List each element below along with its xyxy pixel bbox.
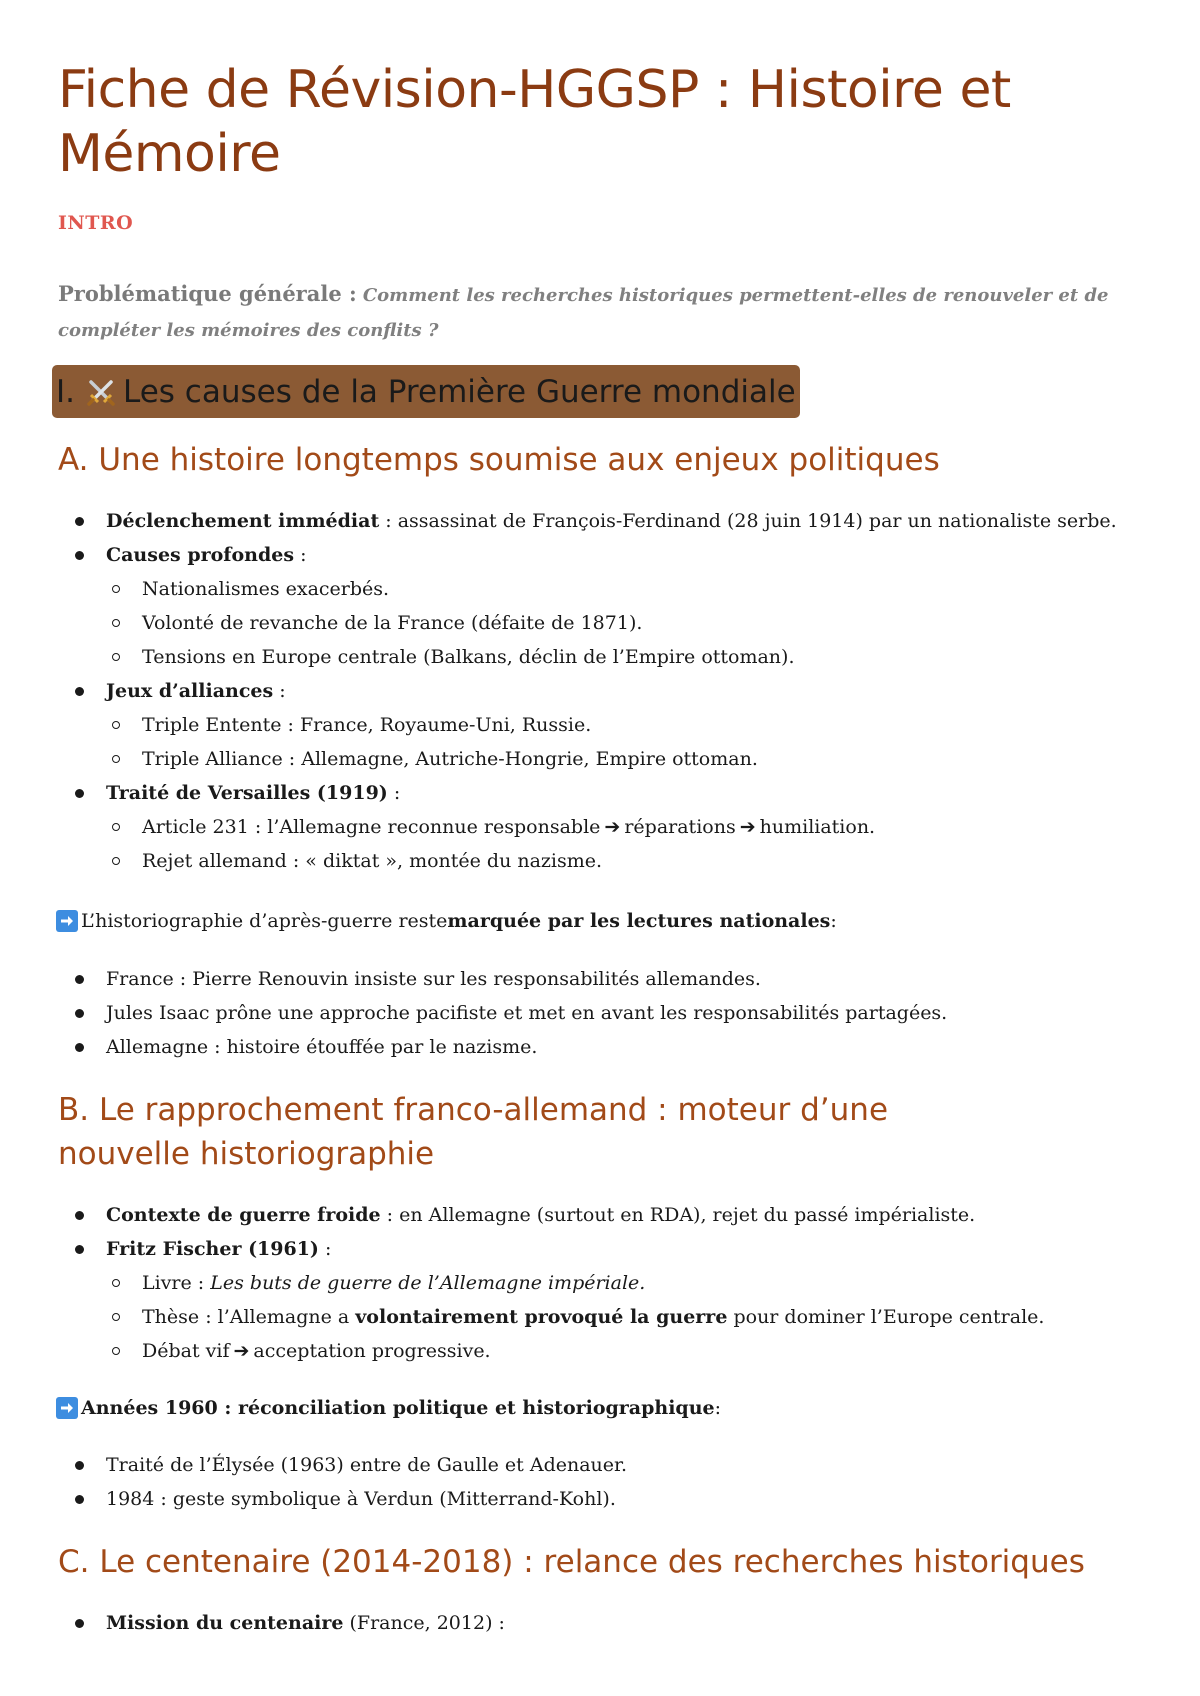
right-arrow-icon (56, 1397, 78, 1419)
problematique (58, 276, 1138, 348)
list-item: Jeux d’alliances : Triple Entente : France, Royaume-Uni, Russie. Triple Alliance : Allemagne, Autriche-Hongrie, Empire ottoman. (58, 674, 1168, 776)
problematique-label: Problématique générale : (58, 281, 357, 306)
list-item: Allemagne : histoire étouffée par le nazisme. (58, 1030, 1168, 1064)
part1-heading-number: I. (56, 373, 75, 410)
list-item: 1984 : geste symbolique à Verdun (Mitterrand-Kohl). (58, 1482, 1168, 1516)
sub-list-item: Volonté de revanche de la France (défaite de 1871). (106, 606, 1168, 640)
arrow-icon: ➔ (233, 1340, 250, 1362)
sub-list-item: Rejet allemand : « diktat », montée du nazisme. (106, 844, 1168, 878)
list-item: Déclenchement immédiat : assassinat de François-Ferdinand (28 juin 1914) par un nationaliste serbe. (58, 504, 1168, 538)
list-item: Fritz Fischer (1961) : Livre : Les buts de guerre de l’Allemagne impériale. Thèse : l’Allemagne a volontairement provoqué la guerre pour dominer l’Europe centrale. Débat vif ➔ acceptation progressive. (58, 1232, 1168, 1368)
section-a-historians-list (58, 962, 1168, 1064)
sub-list-item: Nationalismes exacerbés. (106, 572, 1168, 606)
crossed-swords-icon (85, 376, 117, 408)
section-c-title: C. Le centenaire (2014-2018) : relance des recherches historiques (58, 1544, 1085, 1580)
sub-list-item: Article 231 : l’Allemagne reconnue responsable ➔ réparations ➔ humiliation. (106, 810, 1168, 844)
list-item: Traité de l’Élysée (1963) entre de Gaulle et Adenauer. (58, 1448, 1168, 1482)
section-a-title: A. Une histoire longtemps soumise aux enjeux politiques (58, 442, 940, 478)
arrow-icon: ➔ (739, 816, 756, 838)
sub-list-item: Tensions en Europe centrale (Balkans, déclin de l’Empire ottoman). (106, 640, 1168, 674)
list-item: Jules Isaac prône une approche pacifiste et met en avant les responsabilités partagées. (58, 996, 1168, 1030)
sub-list-item: Triple Alliance : Allemagne, Autriche-Hongrie, Empire ottoman. (106, 742, 1168, 776)
list-item: Causes profondes : Nationalismes exacerbés. Volonté de revanche de la France (défaite de 1871). Tensions en Europe centrale (Balkans, déclin de l’Empire ottoman). (58, 538, 1168, 674)
sub-list-item: Triple Entente : France, Royaume-Uni, Russie. (106, 708, 1168, 742)
section-b-title: B. Le rapprochement franco-allemand : moteur d’une nouvelle historiographie (58, 1092, 889, 1172)
page-title: Fiche de Révision-HGGSP : Histoire et Mémoire (58, 60, 1011, 184)
list-item: Traité de Versailles (1919) : Article 231 : l’Allemagne reconnue responsable ➔ réparations ➔ humiliation. Rejet allemand : « diktat », montée du nazisme. (58, 776, 1168, 878)
problematique-text: Comment les recherches historiques permettent-elles de renouveler et de compléter les mémoires des conflits ? (58, 285, 1109, 341)
sub-list-item: Livre : Les buts de guerre de l’Allemagne impériale. (106, 1266, 1168, 1300)
arrow-icon: ➔ (604, 816, 621, 838)
section-b-list (58, 1198, 1168, 1368)
section-a-list (58, 504, 1168, 878)
section-b-reconciliation-list (58, 1448, 1168, 1516)
sub-list-item: Débat vif ➔ acceptation progressive. (106, 1334, 1168, 1368)
list-item: Mission du centenaire (France, 2012) : (58, 1606, 1168, 1640)
right-arrow-icon (56, 910, 78, 932)
intro-label: INTRO (58, 212, 134, 234)
sub-list-item: Thèse : l’Allemagne a volontairement provoqué la guerre pour dominer l’Europe centrale. (106, 1300, 1168, 1334)
section-c-list (58, 1606, 1168, 1640)
part1-heading-bar (52, 365, 800, 418)
section-b-note: Années 1960 : réconciliation politique et historiographique : (56, 1391, 721, 1425)
list-item: France : Pierre Renouvin insiste sur les responsabilités allemandes. (58, 962, 1168, 996)
list-item: Contexte de guerre froide : en Allemagne (surtout en RDA), rejet du passé impérialiste. (58, 1198, 1168, 1232)
part1-heading-text: Les causes de la Première Guerre mondiale (123, 373, 796, 410)
section-a-note: L’historiographie d’après-guerre reste marquée par les lectures nationales : (56, 904, 837, 938)
